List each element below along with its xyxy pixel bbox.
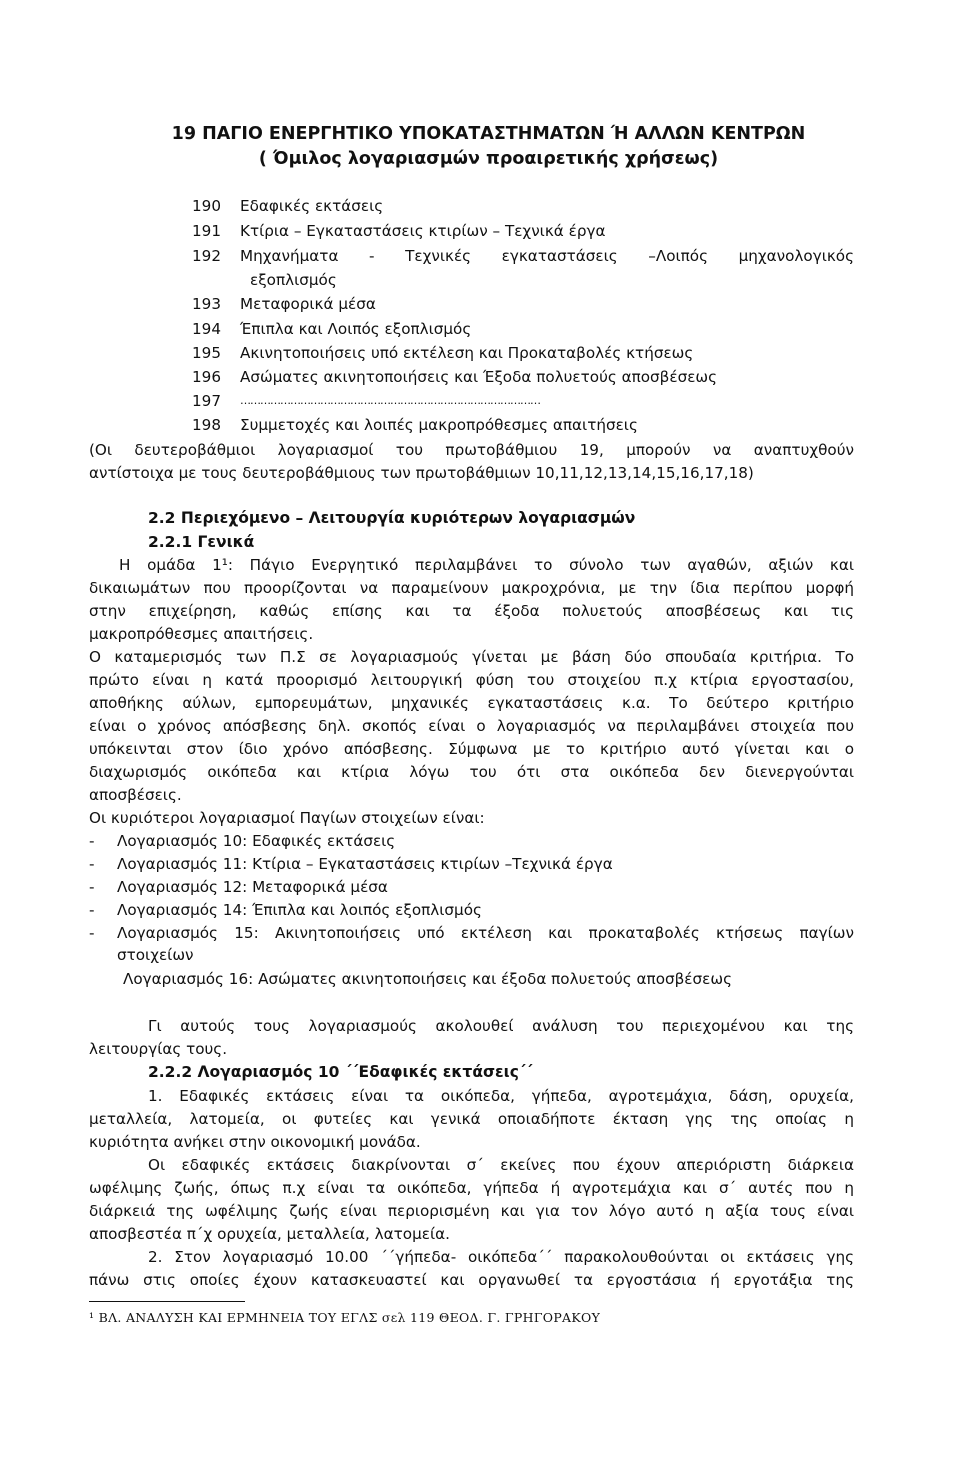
account-name: Συμμετοχές και λοιπές μακροπρόθεσμες απαιτήσεις	[240, 416, 638, 434]
paragraph-line: αποθήκης αύλων, εμπορευμάτων, μηχανικές εγκαταστάσεις κ.α. Το δεύτερο κριτήριο	[89, 694, 854, 712]
section-heading: 2.2.2 Λογαριασμός 10 ΄΄Εδαφικές εκτάσεις΄΄	[148, 1063, 533, 1081]
paragraph-line: Ο καταμερισμός των Π.Σ σε λογαριασμούς γίνεται με βάση δύο σπουδαία κριτήρια. Το	[89, 648, 854, 666]
page-title: 19 ΠΑΓΙΟ ΕΝΕΡΓΗΤΙΚΟ ΥΠΟΚΑΤΑΣΤΗΜΑΤΩΝ Ή ΑΛΛΩΝ ΚΕΝΤΡΩΝ	[171, 124, 806, 144]
paragraph-line: λειτουργίας τους.	[89, 1040, 228, 1058]
account-name: Εδαφικές εκτάσεις	[240, 197, 384, 215]
list-item-continued: στοιχείων	[117, 946, 194, 964]
list-bullet: -	[89, 901, 95, 919]
account-code: 190	[192, 197, 221, 215]
account-code: 196	[192, 368, 221, 386]
footnote-rule	[89, 1301, 245, 1302]
account-name: Κτίρια – Εγκαταστάσεις κτιρίων – Τεχνικά έργα	[240, 222, 606, 240]
account-name: ………………………………………………………………………………	[240, 394, 540, 407]
paragraph-line: ωφέλιμης ζωής, όπως π.χ είναι τα οικόπεδα, γήπεδα ή αγροτεμάχια και σ΄ αυτές που η	[89, 1179, 854, 1197]
account-name: Έπιπλα και Λοιπός εξοπλισμός	[240, 320, 472, 338]
note-line: αντίστοιχα με τους δευτεροβάθμιους των πρωτοβάθμιων 10,11,12,13,14,15,16,17,18)	[89, 464, 754, 482]
paragraph-line: αποσβεστέα π΄χ ορυχεία, μεταλλεία, λατομεία.	[89, 1225, 450, 1243]
list-bullet: -	[89, 855, 95, 873]
paragraph-line: δικαιωμάτων που προορίζονται να παραμείνουν μακροχρόνια, με την ίδια περίπου μορφή	[89, 579, 854, 597]
list-bullet: -	[89, 924, 95, 942]
list-item: Λογαριασμός 11: Κτίρια – Εγκαταστάσεις κτιρίων –Τεχνικά έργα	[117, 855, 613, 873]
list-bullet: -	[89, 832, 95, 850]
section-heading: 2.2.1 Γενικά	[148, 533, 255, 551]
account-name: Ακινητοποιήσεις υπό εκτέλεση και Προκαταβολές κτήσεως	[240, 344, 694, 362]
paragraph-line: Η ομάδα 1¹: Πάγιο Ενεργητικό περιλαμβάνει το σύνολο των αγαθών, αξιών και	[119, 556, 854, 574]
account-code: 197	[192, 392, 221, 410]
list-item: Λογαριασμός 16: Ασώματες ακινητοποιήσεις και έξοδα πολυετούς αποσβέσεως	[123, 970, 732, 988]
list-item: Λογαριασμός 10: Εδαφικές εκτάσεις	[117, 832, 396, 850]
account-name: Ασώματες ακινητοποιήσεις και Έξοδα πολυετούς αποσβέσεως	[240, 368, 718, 386]
paragraph-line: είναι ο χρόνος απόσβεσης δηλ. σκοπός είναι ο λογαριασμός να περιλαμβάνει στοιχεία που	[89, 717, 854, 735]
account-code: 193	[192, 295, 221, 313]
paragraph-line: υπόκεινται στον ίδιο χρόνο απόσβεσης. Σύμφωνα με το κριτήριο αυτό γίνεται και ο	[89, 740, 854, 758]
list-item: Λογαριασμός 15: Ακινητοποιήσεις υπό εκτέλεση και προκαταβολές κτήσεως παγίων	[117, 924, 854, 942]
account-code: 194	[192, 320, 221, 338]
paragraph-line: διάρκειά της ωφέλιμης ζωής είναι περιορισμένη και για τον λόγο αυτό η αξία τους είναι	[89, 1202, 854, 1220]
paragraph-line: κυριότητα ανήκει στην οικονομική μονάδα.	[89, 1133, 421, 1151]
account-name: Μηχανήματα - Τεχνικές εγκαταστάσεις –Λοιπός μηχανολογικός	[240, 247, 854, 265]
note-line: (Οι δευτεροβάθμιοι λογαριασμοί του πρωτοβάθμιου 19, μπορούν να αναπτυχθούν	[89, 441, 854, 459]
footnote: ¹ ΒΛ. ΑΝΑΛΥΣΗ ΚΑΙ ΕΡΜΗΝΕΙΑ ΤΟΥ ΕΓΛΣ σελ 119 ΘΕΟΔ. Γ. ΓΡΗΓΟΡΑΚΟΥ	[89, 1310, 601, 1325]
account-code: 191	[192, 222, 221, 240]
list-item: Λογαριασμός 14: Έπιπλα και λοιπός εξοπλισμός	[117, 901, 482, 919]
page-subtitle: ( Όμιλος λογαριασμών προαιρετικής χρήσεως)	[258, 149, 719, 169]
paragraph-line: 1. Εδαφικές εκτάσεις είναι τα οικόπεδα, γήπεδα, αγροτεμάχια, δάση, ορυχεία,	[148, 1087, 854, 1105]
paragraph-line: 2. Στον λογαριασμό 10.00 ΄΄γήπεδα- οικόπεδα΄΄ παρακολουθούνται οι εκτάσεις γης	[148, 1248, 854, 1266]
account-name-continued: εξοπλισμός	[250, 271, 337, 289]
paragraph-line: μακροπρόθεσμες απαιτήσεις.	[89, 625, 314, 643]
paragraph-line: πάνω στις οποίες έχουν κατασκευαστεί και οργανωθεί τα εργοστάσια ή εργοτάξια της	[89, 1271, 854, 1289]
account-code: 195	[192, 344, 221, 362]
account-code: 192	[192, 247, 221, 265]
account-name: Μεταφορικά μέσα	[240, 295, 376, 313]
paragraph-line: Οι εδαφικές εκτάσεις διακρίνονται σ΄ εκείνες που έχουν απεριόριστη διάρκεια	[148, 1156, 854, 1174]
section-heading: 2.2 Περιεχόμενο – Λειτουργία κυριότερων λογαριασμών	[148, 509, 636, 527]
list-intro: Οι κυριότεροι λογαριασμοί Παγίων στοιχείων είναι:	[89, 809, 485, 827]
paragraph-line: αποσβέσεις.	[89, 786, 182, 804]
paragraph-line: διαχωρισμός οικόπεδα και κτίρια λόγω του ότι στα οικόπεδα δεν διενεργούνται	[89, 763, 854, 781]
account-code: 198	[192, 416, 221, 434]
list-bullet: -	[89, 878, 95, 896]
paragraph-line: πρώτο είναι η κατά προορισμό λειτουργική φύση του στοιχείου π.χ κτίρια εργοστασίου,	[89, 671, 854, 689]
paragraph-line: Γι αυτούς τους λογαριασμούς ακολουθεί ανάλυση του περιεχομένου και της	[148, 1017, 854, 1035]
paragraph-line: μεταλλεία, λατομεία, οι φυτείες και γενικά οποιαδήποτε έκταση γης της οποίας η	[89, 1110, 854, 1128]
list-item: Λογαριασμός 12: Μεταφορικά μέσα	[117, 878, 388, 896]
paragraph-line: στην επιχείρηση, καθώς επίσης και τα έξοδα πολυετούς αποσβέσεως και τις	[89, 602, 854, 620]
